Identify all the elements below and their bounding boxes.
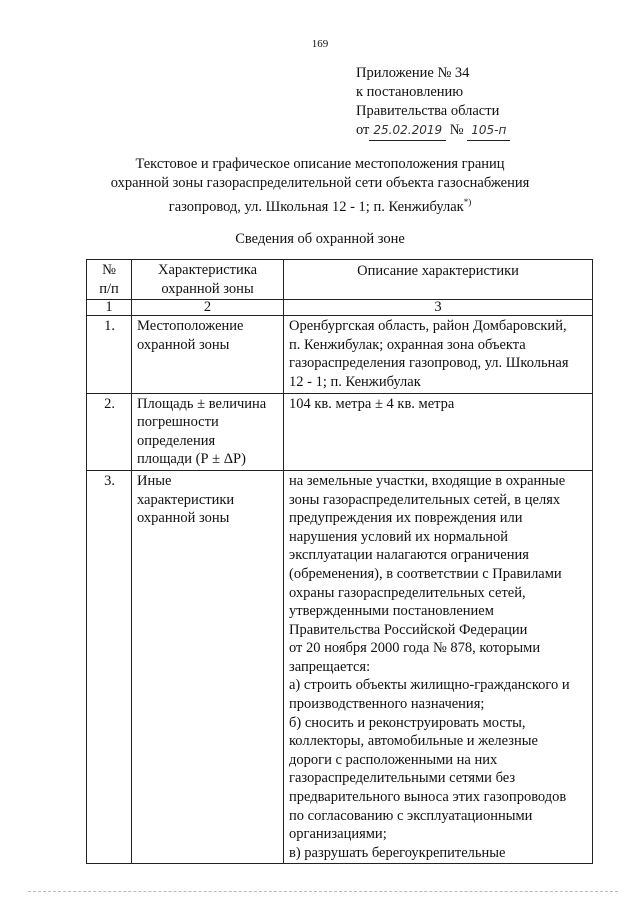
footnote-mark: *) <box>463 197 472 207</box>
description-line: зоны газораспределительных сетей, в целях <box>289 491 561 508</box>
description-line: предварительного выноса этих газопроводов <box>289 789 567 806</box>
characteristic-line: Местоположение <box>137 318 244 335</box>
description-line: утвержденными постановлением <box>289 603 494 620</box>
row-description <box>284 470 593 863</box>
description-line: на земельные участки, входящие в охранные <box>289 472 566 489</box>
row-characteristic <box>132 393 284 470</box>
document-title <box>70 155 570 217</box>
description-line: охраны газораспределительных сетей, <box>289 584 526 601</box>
description-line: нарушения условий их нормальной <box>289 528 509 545</box>
description-line: от 20 ноября 2000 года № 878, которыми <box>289 640 541 657</box>
characteristic-line: Площадь ± величина <box>137 395 267 412</box>
row-characteristic <box>132 316 284 393</box>
column-number-3: 3 <box>284 300 593 316</box>
row-description <box>284 393 593 470</box>
description-line: по согласованию с эксплуатационными <box>289 807 533 824</box>
header-characteristic-line-1: Характеристика <box>157 262 258 278</box>
appendix-line-2: к постановлению <box>356 84 464 100</box>
characteristic-line: характеристики <box>137 491 235 508</box>
description-line: предупреждения их повреждения или <box>289 510 523 527</box>
description-line: газораспределения газопровод, ул. Школьная <box>289 355 569 372</box>
table-row <box>87 316 593 393</box>
description-line: Оренбургская область, район Домбаровский, <box>289 318 567 335</box>
handwritten-number: 105-п <box>467 121 510 141</box>
row-number: 1. <box>87 316 132 393</box>
header-number-line-1: № <box>102 262 116 278</box>
page-number: 169 <box>311 38 329 50</box>
characteristic-line: охранной зоны <box>137 336 230 353</box>
title-line-3 <box>70 193 570 217</box>
description-line: производственного назначения; <box>289 696 485 713</box>
column-number-2: 2 <box>132 300 284 316</box>
title-line-1: Текстовое и графическое описание местоположения границ <box>135 156 505 172</box>
description-line: Правительства Российской Федерации <box>289 621 528 638</box>
column-number-row <box>87 300 593 316</box>
characteristic-line: площади (Р ± ΔР) <box>137 451 246 468</box>
appendix-line-3: Правительства области <box>356 103 500 119</box>
description-line: п. Кенжибулак; охранная зона объекта <box>289 336 526 353</box>
row-characteristic <box>132 470 284 863</box>
date-prefix: от <box>356 122 370 138</box>
description-line: б) сносить и реконструировать мосты, <box>289 714 526 731</box>
title-line-3-text: газопровод, ул. Школьная 12 - 1; п. Кенжибулак <box>168 198 464 215</box>
table-header-row <box>87 260 593 300</box>
appendix-block <box>356 64 510 141</box>
header-number <box>87 260 132 300</box>
description-line: 104 кв. метра ± 4 кв. метра <box>289 395 455 412</box>
appendix-date-line <box>356 121 510 141</box>
number-label: № <box>449 122 464 138</box>
column-number-1: 1 <box>87 300 132 316</box>
table-row <box>87 393 593 470</box>
description-line: коллекторы, автомобильные и железные <box>289 733 538 750</box>
characteristic-line: определения <box>137 432 216 449</box>
characteristic-line: Иные <box>137 472 172 489</box>
description-line: газораспределительными сетями без <box>289 770 516 787</box>
description-line: а) строить объекты жилищно-гражданского и <box>289 677 570 694</box>
title-line-2: охранной зоны газораспределительной сети объекта газоснабжения <box>110 175 530 191</box>
description-line: дороги с расположенными на них <box>289 751 498 768</box>
zone-info-table <box>86 259 593 864</box>
header-description: Описание характеристики <box>284 260 593 300</box>
characteristic-line: охранной зоны <box>137 510 230 527</box>
header-characteristic <box>132 260 284 300</box>
characteristic-line: погрешности <box>137 414 219 431</box>
description-line: организациями; <box>289 826 387 843</box>
description-line: эксплуатации налагаются ограничения <box>289 547 529 564</box>
row-number: 2. <box>87 393 132 470</box>
header-number-line-2: п/п <box>99 280 119 297</box>
appendix-line-1: Приложение № 34 <box>356 65 470 81</box>
description-line: (обременения), в соответствии с Правилами <box>289 565 562 582</box>
description-line: запрещается: <box>289 658 371 675</box>
handwritten-date: 25.02.2019 <box>369 121 446 141</box>
row-description <box>284 316 593 393</box>
description-line: в) разрушать берегоукрепительные <box>289 844 506 861</box>
description-line: 12 - 1; п. Кенжибулак <box>289 373 421 390</box>
header-characteristic-line-2: охранной зоны <box>161 280 254 297</box>
section-title: Сведения об охранной зоне <box>235 231 405 247</box>
row-number: 3. <box>87 470 132 863</box>
scan-artifact-line <box>28 891 618 895</box>
table-row <box>87 470 593 863</box>
